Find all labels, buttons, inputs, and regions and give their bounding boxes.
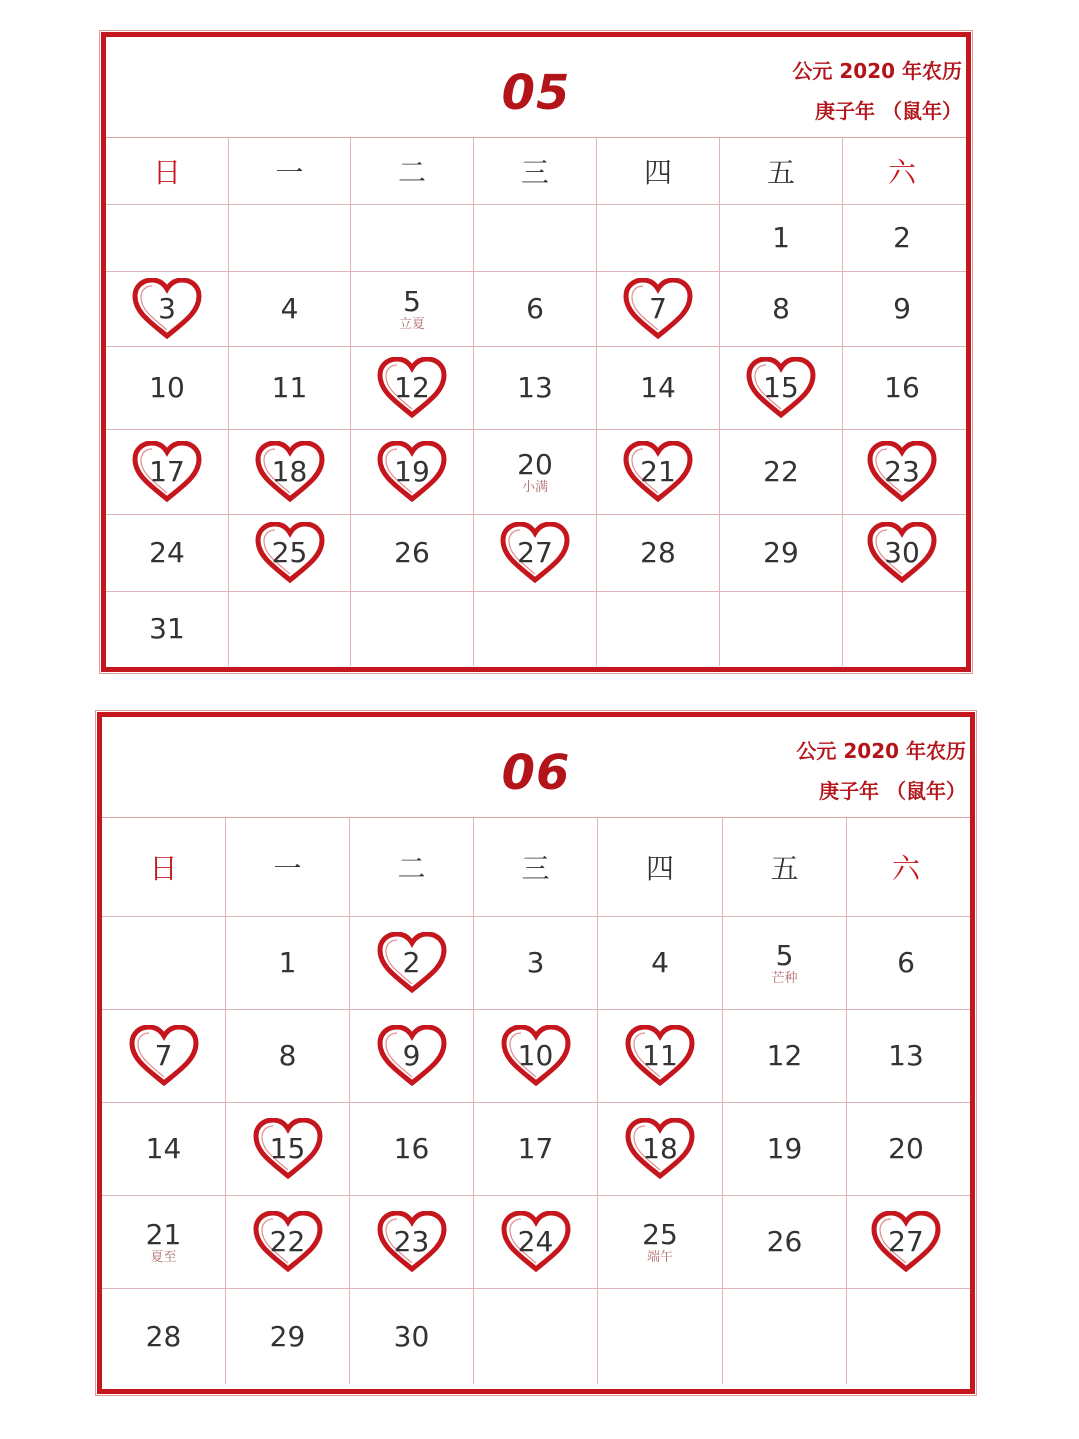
day-number: 11 xyxy=(271,371,308,404)
day-cell[interactable] xyxy=(102,1289,226,1384)
day-number: 23 xyxy=(884,455,920,488)
day-number: 5 xyxy=(403,284,421,318)
day-number: 26 xyxy=(766,1225,803,1258)
day-cell[interactable] xyxy=(474,515,597,591)
empty-cell xyxy=(843,592,961,666)
day-cell[interactable] xyxy=(350,1103,474,1195)
day-cell[interactable] xyxy=(226,1196,350,1288)
day-number: 25 xyxy=(642,1217,678,1251)
day-number: 28 xyxy=(640,536,676,569)
day-number: 3 xyxy=(158,292,176,325)
month-number: 06 xyxy=(501,745,571,801)
day-number: 1 xyxy=(772,221,790,254)
day-cell[interactable] xyxy=(106,430,229,514)
weekday-cell xyxy=(720,138,843,204)
day-cell[interactable] xyxy=(226,1289,350,1384)
day-cell[interactable] xyxy=(350,1196,474,1288)
day-cell[interactable] xyxy=(720,430,843,514)
day-number: 13 xyxy=(888,1039,924,1072)
day-number: 4 xyxy=(280,292,299,325)
day-number: 31 xyxy=(149,612,185,645)
day-number: 15 xyxy=(763,371,799,404)
day-number: 4 xyxy=(651,946,669,979)
day-number: 16 xyxy=(393,1132,430,1165)
weekday-label: 一 xyxy=(273,852,302,885)
day-number: 2 xyxy=(893,221,911,254)
empty-cell xyxy=(229,592,351,666)
day-number: 6 xyxy=(897,946,915,979)
day-number: 10 xyxy=(149,371,185,404)
day-number: 8 xyxy=(278,1039,297,1072)
weekday-row xyxy=(106,138,966,205)
week-row xyxy=(102,1010,970,1103)
day-cell[interactable] xyxy=(723,1196,847,1288)
lunar-line-1: 公元 2020 年农历 xyxy=(796,739,966,763)
day-cell[interactable] xyxy=(847,1196,965,1288)
day-number: 26 xyxy=(394,536,430,569)
day-number: 23 xyxy=(393,1225,430,1258)
weekday-label: 二 xyxy=(397,156,426,189)
weekday-cell xyxy=(597,138,720,204)
weekday-label: 三 xyxy=(520,156,549,189)
calendar-may xyxy=(101,32,971,672)
day-cell[interactable] xyxy=(598,1103,723,1195)
day-cell[interactable] xyxy=(102,1010,226,1102)
day-cell[interactable] xyxy=(229,515,351,591)
week-row xyxy=(106,430,966,515)
day-number: 18 xyxy=(642,1132,678,1165)
weekday-label: 一 xyxy=(275,156,304,189)
weekday-cell xyxy=(723,818,847,916)
empty-cell xyxy=(597,592,720,666)
weekday-cell xyxy=(350,818,474,916)
day-cell[interactable] xyxy=(843,205,961,271)
day-cell[interactable] xyxy=(226,917,350,1009)
empty-cell xyxy=(723,1289,847,1384)
day-number: 3 xyxy=(526,946,545,979)
weekday-label: 四 xyxy=(643,156,672,189)
day-cell[interactable] xyxy=(229,347,351,429)
day-number: 10 xyxy=(517,1039,554,1072)
day-cell[interactable] xyxy=(723,917,847,1009)
weekday-label: 六 xyxy=(891,852,920,885)
solar-term-label: 夏至 xyxy=(150,1249,177,1265)
day-number: 30 xyxy=(884,536,920,569)
empty-cell xyxy=(351,205,474,271)
weekday-label: 日 xyxy=(149,852,178,885)
empty-cell xyxy=(598,1289,723,1384)
weekday-cell xyxy=(474,818,598,916)
day-cell[interactable] xyxy=(847,1010,965,1102)
day-number: 15 xyxy=(269,1132,306,1165)
day-cell[interactable] xyxy=(847,1103,965,1195)
weekday-cell xyxy=(843,138,961,204)
day-cell[interactable] xyxy=(720,205,843,271)
week-row xyxy=(106,515,966,592)
day-cell[interactable] xyxy=(723,1010,847,1102)
day-number: 7 xyxy=(649,292,667,325)
lunar-line-2: 庚子年 （鼠年） xyxy=(819,779,966,803)
day-number: 2 xyxy=(402,946,421,979)
day-number: 25 xyxy=(271,536,308,569)
day-number: 24 xyxy=(517,1225,554,1258)
day-cell[interactable] xyxy=(474,917,598,1009)
day-cell[interactable] xyxy=(106,515,229,591)
day-number: 19 xyxy=(394,455,430,488)
day-cell[interactable] xyxy=(226,1103,350,1195)
week-row xyxy=(106,347,966,430)
solar-term-label: 立夏 xyxy=(398,316,425,332)
day-number: 19 xyxy=(766,1132,803,1165)
weekday-cell xyxy=(847,818,965,916)
day-cell[interactable] xyxy=(474,1103,598,1195)
weekday-label: 六 xyxy=(887,156,916,189)
day-cell[interactable] xyxy=(843,272,961,346)
empty-cell xyxy=(474,592,597,666)
day-cell[interactable] xyxy=(720,515,843,591)
day-cell[interactable] xyxy=(597,272,720,346)
weekday-row xyxy=(102,818,970,917)
week-row xyxy=(106,272,966,347)
empty-cell xyxy=(351,592,474,666)
empty-cell xyxy=(474,205,597,271)
day-number: 29 xyxy=(763,536,799,569)
week-row xyxy=(102,1196,970,1289)
day-cell[interactable] xyxy=(597,515,720,591)
day-number: 5 xyxy=(775,938,794,972)
calendar-header xyxy=(106,37,966,138)
calendar-june xyxy=(97,712,975,1394)
day-cell[interactable] xyxy=(351,272,474,346)
day-number: 18 xyxy=(271,455,308,488)
empty-cell xyxy=(597,205,720,271)
day-number: 7 xyxy=(154,1039,173,1072)
day-cell[interactable] xyxy=(106,592,229,666)
day-number: 9 xyxy=(893,292,911,325)
day-number: 29 xyxy=(269,1319,306,1353)
day-cell[interactable] xyxy=(598,1010,723,1102)
empty-cell xyxy=(106,205,229,271)
day-number: 30 xyxy=(393,1319,430,1353)
day-number: 17 xyxy=(149,455,185,488)
day-cell[interactable] xyxy=(474,430,597,514)
day-number: 12 xyxy=(394,371,430,404)
lunar-year-info xyxy=(792,51,962,131)
day-cell[interactable] xyxy=(843,515,961,591)
week-row xyxy=(106,592,966,666)
day-cell[interactable] xyxy=(474,347,597,429)
day-number: 16 xyxy=(884,371,920,404)
solar-term-label: 小满 xyxy=(521,479,548,495)
day-number: 14 xyxy=(640,371,676,404)
day-cell[interactable] xyxy=(351,430,474,514)
solar-term-label: 芒种 xyxy=(771,970,798,986)
day-cell[interactable] xyxy=(597,347,720,429)
day-number: 11 xyxy=(642,1039,678,1072)
day-cell[interactable] xyxy=(351,347,474,429)
weekday-label: 三 xyxy=(521,852,550,885)
day-number: 22 xyxy=(269,1225,306,1258)
day-number: 1 xyxy=(278,946,297,979)
day-cell[interactable] xyxy=(843,347,961,429)
day-number: 22 xyxy=(763,455,799,488)
weekday-cell xyxy=(226,818,350,916)
weekday-cell xyxy=(598,818,723,916)
day-cell[interactable] xyxy=(102,1196,226,1288)
week-row xyxy=(102,1103,970,1196)
solar-term-label: 端午 xyxy=(646,1249,673,1265)
lunar-year-info xyxy=(796,731,966,811)
month-number: 05 xyxy=(501,65,571,121)
day-cell[interactable] xyxy=(350,1289,474,1384)
empty-cell xyxy=(229,205,351,271)
day-number: 21 xyxy=(640,455,676,488)
weekday-cell xyxy=(229,138,351,204)
day-cell[interactable] xyxy=(106,347,229,429)
day-cell[interactable] xyxy=(350,917,474,1009)
weekday-label: 四 xyxy=(645,852,674,885)
week-row xyxy=(102,1289,970,1384)
day-cell[interactable] xyxy=(598,917,723,1009)
weekday-cell xyxy=(106,138,229,204)
day-cell[interactable] xyxy=(720,347,843,429)
calendar-grid xyxy=(102,818,970,1384)
weekday-label: 日 xyxy=(152,156,181,189)
lunar-line-2: 庚子年 （鼠年） xyxy=(815,99,962,123)
day-number: 6 xyxy=(526,292,544,325)
empty-cell xyxy=(720,592,843,666)
weekday-cell xyxy=(102,818,226,916)
day-number: 20 xyxy=(517,447,553,481)
day-number: 27 xyxy=(888,1225,924,1258)
day-cell[interactable] xyxy=(843,430,961,514)
weekday-cell xyxy=(351,138,474,204)
day-cell[interactable] xyxy=(474,272,597,346)
day-number: 28 xyxy=(145,1319,182,1353)
day-number: 27 xyxy=(517,536,553,569)
day-cell[interactable] xyxy=(474,1010,598,1102)
day-cell[interactable] xyxy=(102,1103,226,1195)
empty-cell xyxy=(474,1289,598,1384)
day-cell[interactable] xyxy=(720,272,843,346)
day-number: 13 xyxy=(517,371,553,404)
day-cell[interactable] xyxy=(723,1103,847,1195)
day-number: 12 xyxy=(766,1039,803,1072)
day-number: 24 xyxy=(149,536,185,569)
day-cell[interactable] xyxy=(597,430,720,514)
weekday-label: 五 xyxy=(766,156,795,189)
week-row xyxy=(106,205,966,272)
calendar-grid xyxy=(106,138,966,666)
day-number: 17 xyxy=(517,1132,554,1165)
weekday-label: 五 xyxy=(770,852,799,885)
day-cell[interactable] xyxy=(847,917,965,1009)
empty-cell xyxy=(847,1289,965,1384)
day-cell[interactable] xyxy=(350,1010,474,1102)
day-cell[interactable] xyxy=(351,515,474,591)
calendar-header xyxy=(102,717,970,818)
day-number: 21 xyxy=(145,1217,182,1251)
day-number: 9 xyxy=(402,1039,421,1072)
day-number: 8 xyxy=(772,292,790,325)
lunar-line-1: 公元 2020 年农历 xyxy=(792,59,962,83)
day-cell[interactable] xyxy=(226,1010,350,1102)
week-row xyxy=(102,917,970,1010)
day-number: 14 xyxy=(145,1132,182,1165)
day-cell[interactable] xyxy=(229,430,351,514)
day-cell[interactable] xyxy=(229,272,351,346)
weekday-label: 二 xyxy=(397,852,426,885)
weekday-cell xyxy=(474,138,597,204)
empty-cell xyxy=(102,917,226,1009)
day-number: 20 xyxy=(888,1132,924,1165)
day-cell[interactable] xyxy=(474,1196,598,1288)
day-cell[interactable] xyxy=(106,272,229,346)
day-cell[interactable] xyxy=(598,1196,723,1288)
